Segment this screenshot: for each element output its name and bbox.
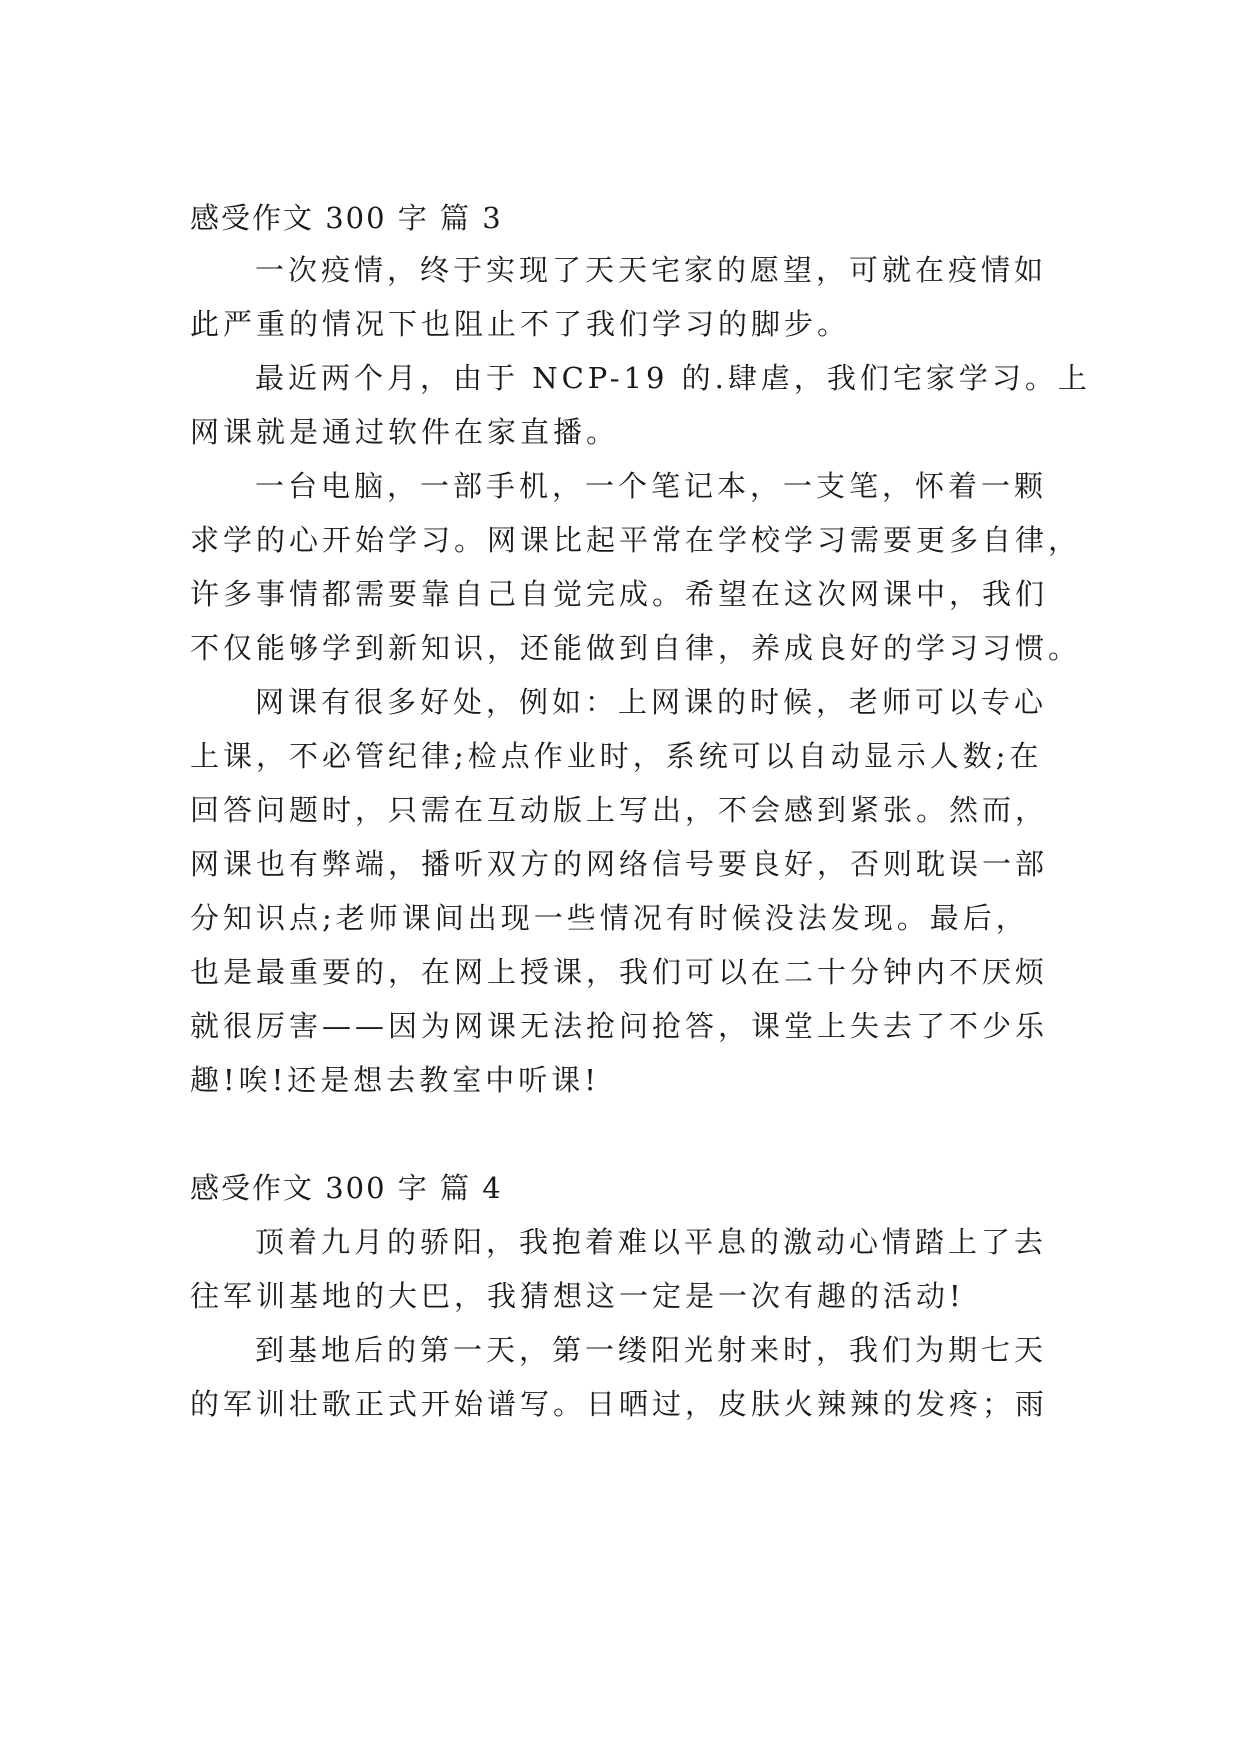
section-3-para-3-line-2: 求学的心开始学习。网课比起平常在学校学习需要更多自律， [190, 523, 1082, 557]
section-4-para-2-line-2: 的军训壮歌正式开始谱写。日晒过，皮肤火辣辣的发疼；雨 [190, 1387, 1049, 1421]
section-3-para-3-line-1: 一台电脑，一部手机，一个笔记本，一支笔，怀着一颗 [255, 469, 1048, 503]
section-3-para-4-line-6: 也是最重要的，在网上授课，我们可以在二十分钟内不厌烦 [190, 955, 1049, 989]
section-3-heading: 感受作文 300 字 篇 3 [190, 201, 503, 235]
section-3-para-4-line-7: 就很厉害——因为网课无法抢问抢答，课堂上失去了不少乐 [190, 1009, 1049, 1043]
section-3-para-4-line-5: 分知识点;老师课间出现一些情况有时候没法发现。最后， [190, 901, 1029, 935]
section-3-para-2-line-2: 网课就是通过软件在家直播。 [190, 415, 620, 449]
section-3-para-1-line-1: 一次疫情，终于实现了天天宅家的愿望，可就在疫情如 [255, 253, 1048, 287]
section-3-para-4-line-2: 上课，不必管纪律;检点作业时，系统可以自动显示人数;在 [190, 739, 1043, 773]
section-3-para-2-line-1: 最近两个月，由于 NCP-19 的.肆虐，我们宅家学习。上 [255, 361, 1091, 395]
section-4-para-1-line-1: 顶着九月的骄阳，我抱着难以平息的激动心情踏上了去 [255, 1225, 1048, 1259]
section-3-para-3-line-3: 许多事情都需要靠自己自觉完成。希望在这次网课中，我们 [190, 577, 1049, 611]
section-3-para-4-line-8: 趣!唉!还是想去教室中听课! [190, 1063, 600, 1097]
section-3-para-3-line-4: 不仅能够学到新知识，还能做到自律，养成良好的学习习惯。 [190, 631, 1082, 665]
section-3-para-1-line-2: 此严重的情况下也阻止不了我们学习的脚步。 [190, 307, 851, 341]
section-3-para-4-line-3: 回答问题时，只需在互动版上写出，不会感到紧张。然而， [190, 793, 1049, 827]
section-3-para-4-line-1: 网课有很多好处，例如：上网课的时候，老师可以专心 [255, 685, 1048, 719]
section-4-para-1-line-2: 往军训基地的大巴，我猜想这一定是一次有趣的活动! [190, 1279, 965, 1313]
section-3-para-4-line-4: 网课也有弊端，播听双方的网络信号要良好，否则耽误一部 [190, 847, 1049, 881]
section-4-heading: 感受作文 300 字 篇 4 [190, 1171, 503, 1205]
section-4-para-2-line-1: 到基地后的第一天，第一缕阳光射来时，我们为期七天 [255, 1333, 1048, 1367]
